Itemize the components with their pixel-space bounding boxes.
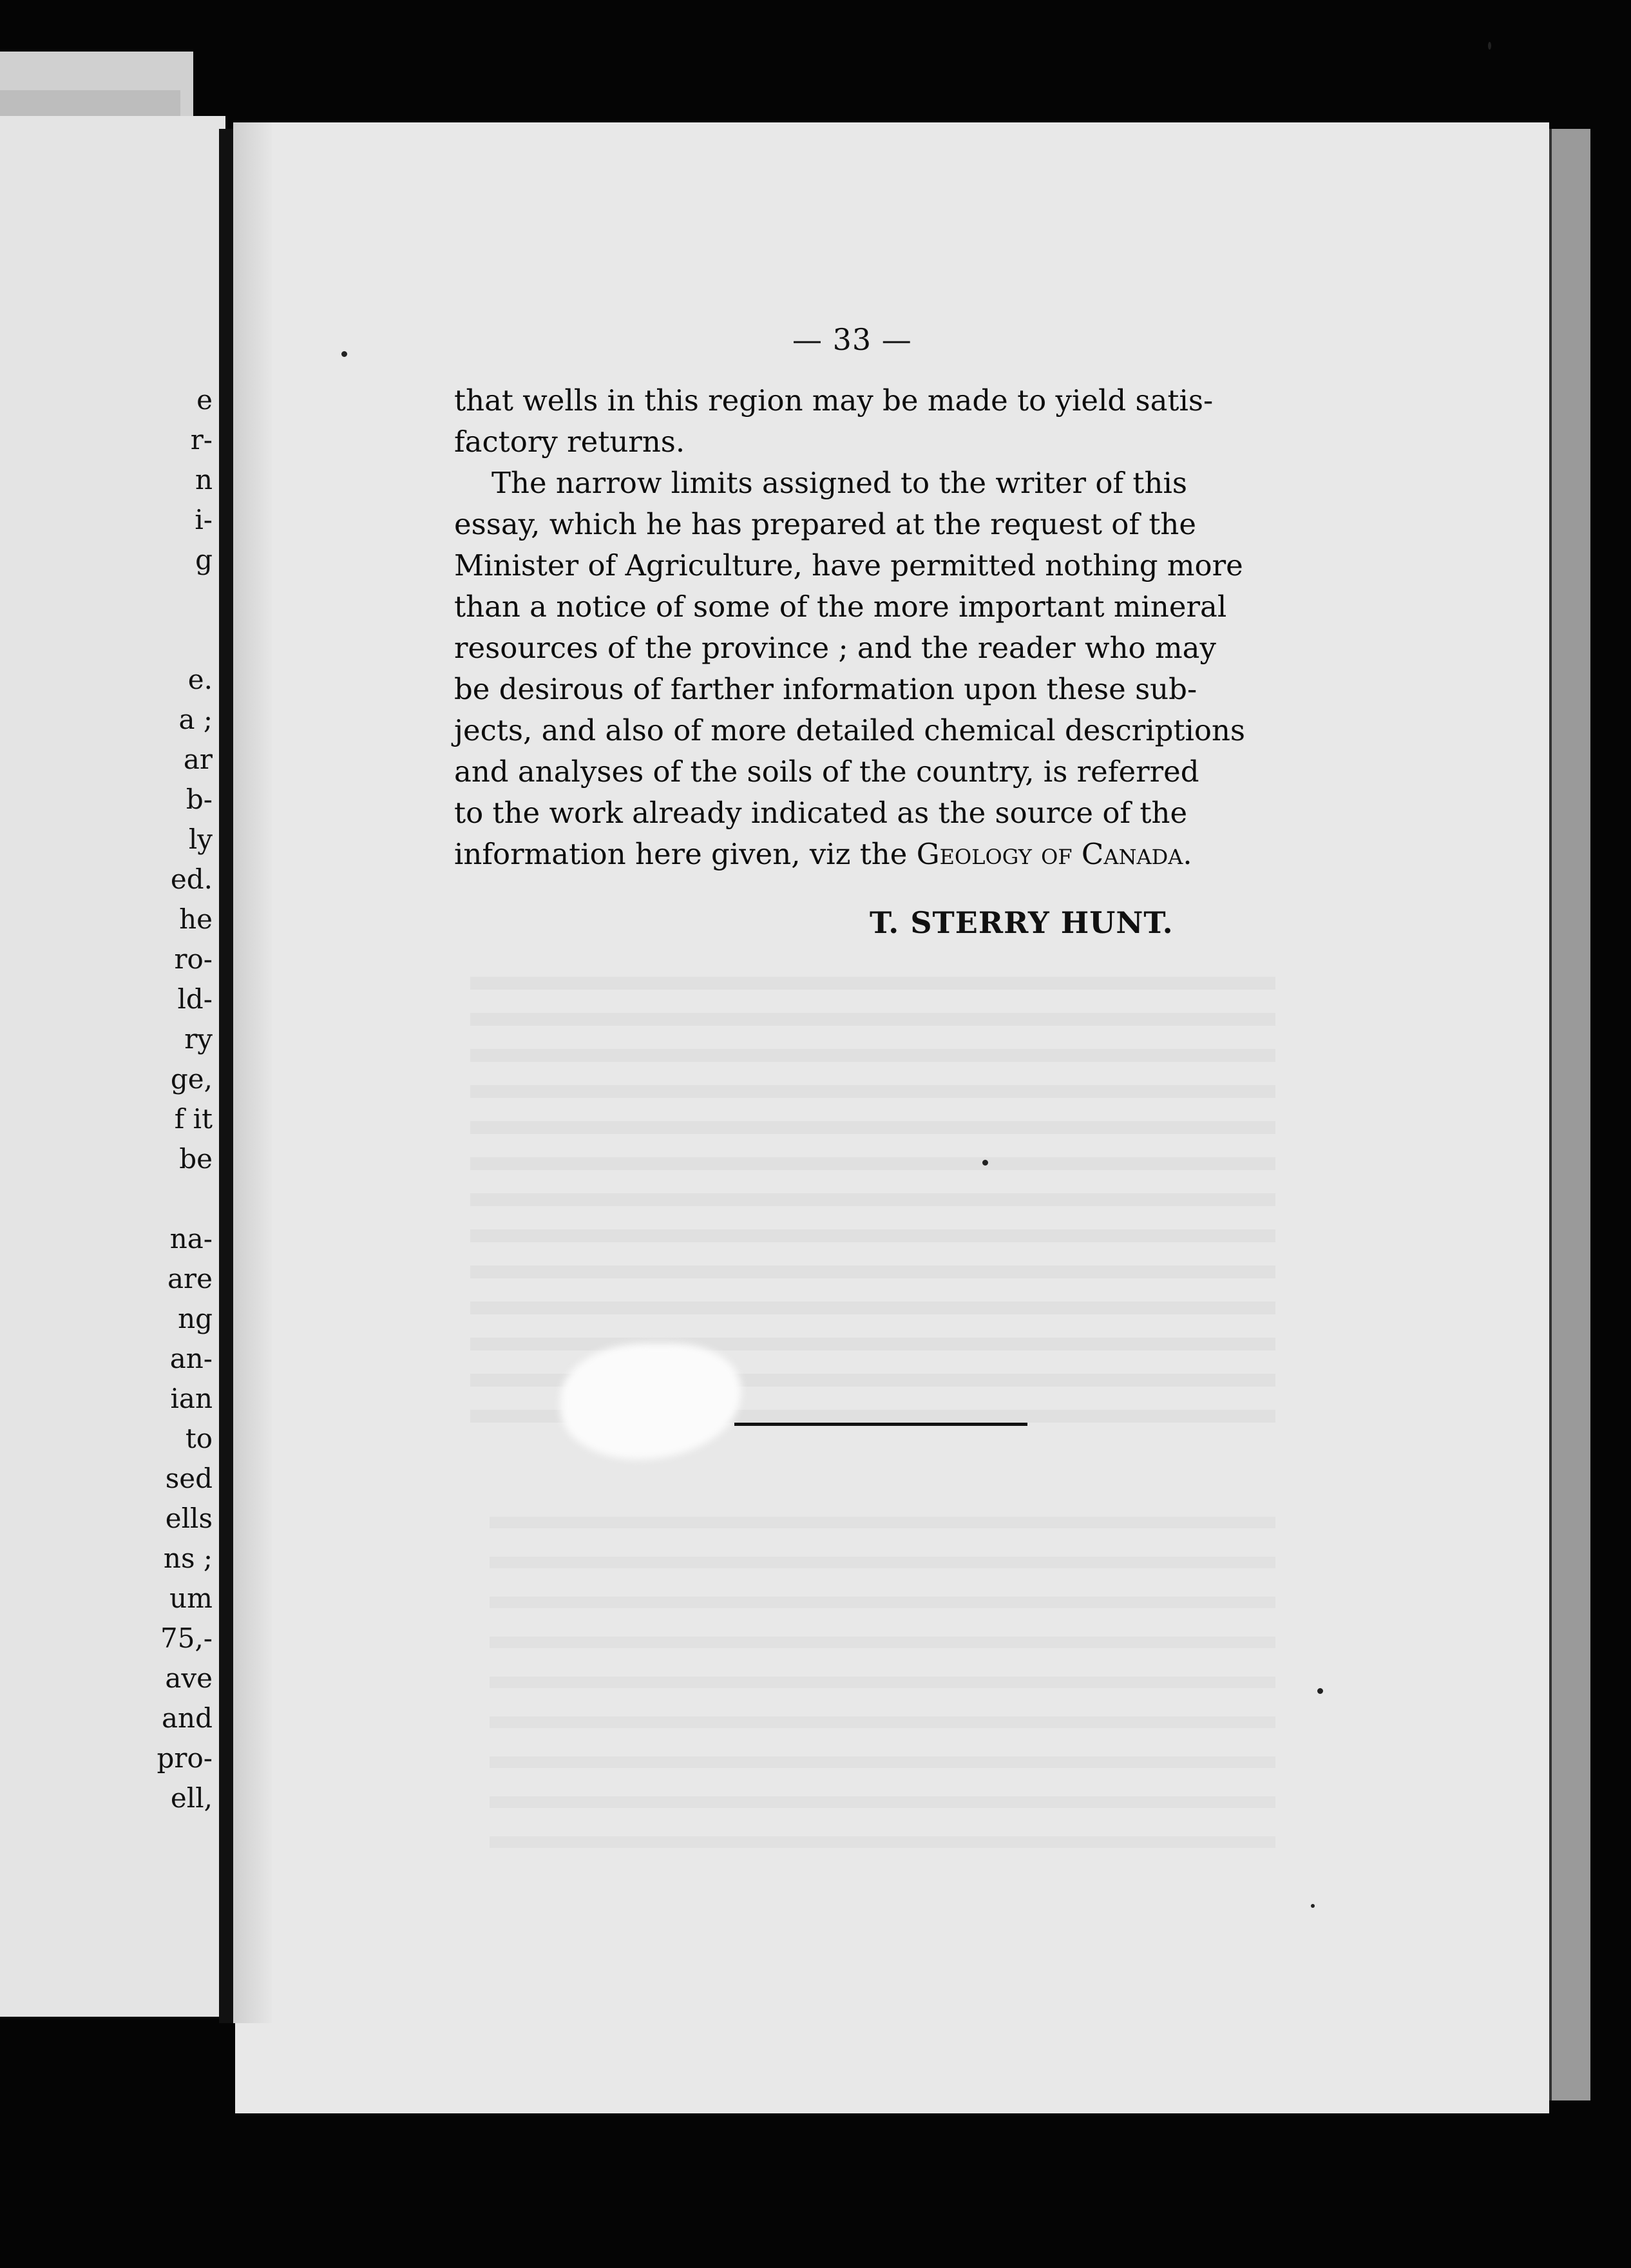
page-right-edge [1549, 129, 1590, 2100]
left-fragment-line: na- [169, 1223, 213, 1254]
left-fragment-line: ns ; [163, 1542, 213, 1574]
left-fragment-line: i- [195, 504, 213, 535]
left-fragment-line: ng [178, 1303, 213, 1334]
text-line: than a notice of some of the more important mineral [454, 590, 1227, 624]
left-fragment-line: ar [183, 744, 213, 775]
left-fragment-line: pro- [157, 1742, 213, 1774]
body-text [454, 380, 1259, 875]
left-fragment-line: n [195, 464, 213, 495]
left-fragment-line: ed. [170, 863, 213, 895]
left-fragment-line: ld- [177, 983, 213, 1015]
left-fragment-line: ly [188, 823, 213, 855]
left-fragment-line: e [196, 384, 213, 416]
text-line-final [454, 834, 1259, 875]
text-line: that wells in this region may be made to yield satis- [454, 383, 1214, 418]
left-fragment-line: 75,- [160, 1622, 213, 1654]
dust-speck [982, 1160, 988, 1166]
gutter-shadow [233, 122, 272, 2023]
book-gutter [219, 129, 233, 2023]
text-line-final-start: information here given, viz the [454, 837, 917, 871]
text-line: and analyses of the soils of the country, is referred [454, 754, 1199, 789]
left-fragment-line: ge, [170, 1063, 213, 1095]
left-fragment-line: ro- [174, 943, 213, 975]
left-fragment-line: are [167, 1263, 213, 1294]
left-fragment-line: ell, [170, 1782, 213, 1814]
text-line: resources of the province ; and the reader who may [454, 631, 1216, 665]
left-fragment-line [0, 620, 213, 660]
text-line: be desirous of farther information upon these sub- [454, 672, 1197, 706]
text-line: jects, and also of more detailed chemical descriptions [454, 713, 1246, 747]
left-fragment-line: to [185, 1423, 213, 1454]
left-page-text-fragment [0, 380, 213, 1818]
left-fragment-line: he [179, 903, 213, 935]
left-fragment-line: f it [174, 1103, 213, 1135]
book-title-reference: Geology of Canada. [916, 837, 1192, 871]
left-fragment-line: ian [170, 1383, 213, 1414]
closing-rule [734, 1423, 1027, 1426]
left-fragment-line: and [162, 1702, 213, 1734]
left-fragment-line: ave [165, 1662, 213, 1694]
dust-speck [341, 351, 347, 357]
text-line: Minister of Agriculture, have permitted nothing more [454, 548, 1243, 582]
left-fragment-line: be [179, 1143, 213, 1175]
left-fragment-line [0, 1179, 213, 1219]
paragraph-first-line: The narrow limits assigned to the writer of this [491, 466, 1187, 500]
page-number: — 33 — [792, 322, 912, 357]
left-fragment-line: b- [186, 783, 213, 815]
left-fragment-line [0, 580, 213, 620]
left-fragment-line: um [169, 1582, 213, 1614]
dust-speck [1317, 1688, 1323, 1694]
dust-speck [1488, 42, 1491, 50]
left-fragment-line: sed [165, 1463, 213, 1494]
left-fragment-line: g [195, 544, 213, 575]
left-fragment-line: an- [169, 1343, 213, 1374]
left-fragment-line: ry [184, 1023, 213, 1055]
text-line: factory returns. [454, 425, 685, 459]
left-fragment-line: e. [187, 664, 213, 695]
text-line: to the work already indicated as the source of the [454, 796, 1188, 830]
text-line: essay, which he has prepared at the request of the [454, 507, 1197, 541]
left-fragment-line: ells [165, 1503, 213, 1534]
author-signature: T. STERRY HUNT. [870, 905, 1174, 940]
left-fragment-line: a ; [178, 704, 213, 735]
bleed-through-texture [490, 1488, 1275, 1849]
left-fragment-line: r- [190, 424, 213, 456]
dust-speck [1311, 1904, 1315, 1908]
